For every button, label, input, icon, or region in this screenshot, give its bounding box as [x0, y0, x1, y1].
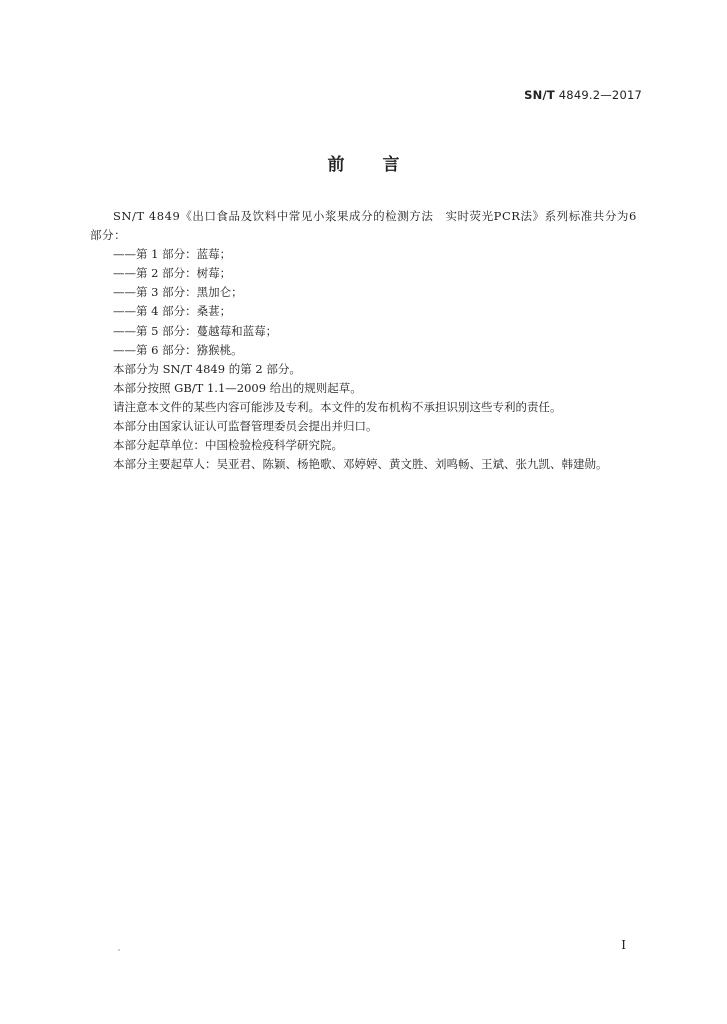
page-title: 前言 [327, 155, 438, 175]
standard-code [524, 88, 642, 102]
part-item-1: ——第 1 部分：蓝莓； [113, 247, 232, 262]
part-item-5: ——第 5 部分：蔓越莓和蓝莓； [113, 323, 278, 338]
this-part-statement: 本部分为 SN/T 4849 的第 2 部分。 [113, 361, 301, 376]
standard-code-number: 4849.2—2017 [554, 88, 642, 102]
patent-notice: 请注意本文件的某些内容可能涉及专利。本文件的发布机构不承担识别这些专利的责任。 [113, 399, 562, 414]
drafters-statement: 本部分主要起草人：吴亚君、陈颖、杨艳歌、邓婷婷、黄文胜、刘鸣畅、王斌、张九凯、韩建勋。 [113, 457, 608, 472]
page-number: I [621, 938, 626, 952]
intro-paragraph: SN/T 4849《出口食品及饮料中常见小浆果成分的检测方法 实时荧光PCR法》系列标准共分为6部分： [90, 209, 637, 243]
drafting-rules-statement: 本部分按照 GB/T 1.1—2009 给出的规则起草。 [113, 380, 362, 395]
part-item-3: ——第 3 部分：黑加仑； [113, 285, 243, 300]
drafting-unit-statement: 本部分起草单位：中国检验检疫科学研究院。 [113, 438, 343, 453]
part-item-2: ——第 2 部分：树莓； [113, 266, 232, 281]
part-item-4: ——第 4 部分：桑葚； [113, 304, 232, 319]
proposed-by-statement: 本部分由国家认证认可监督管理委员会提出并归口。 [113, 419, 378, 434]
foreword-body [90, 207, 646, 474]
standard-code-prefix: SN/T [524, 88, 555, 102]
scan-speck [118, 949, 120, 951]
part-item-6: ——第 6 部分：猕猴桃。 [113, 342, 243, 357]
